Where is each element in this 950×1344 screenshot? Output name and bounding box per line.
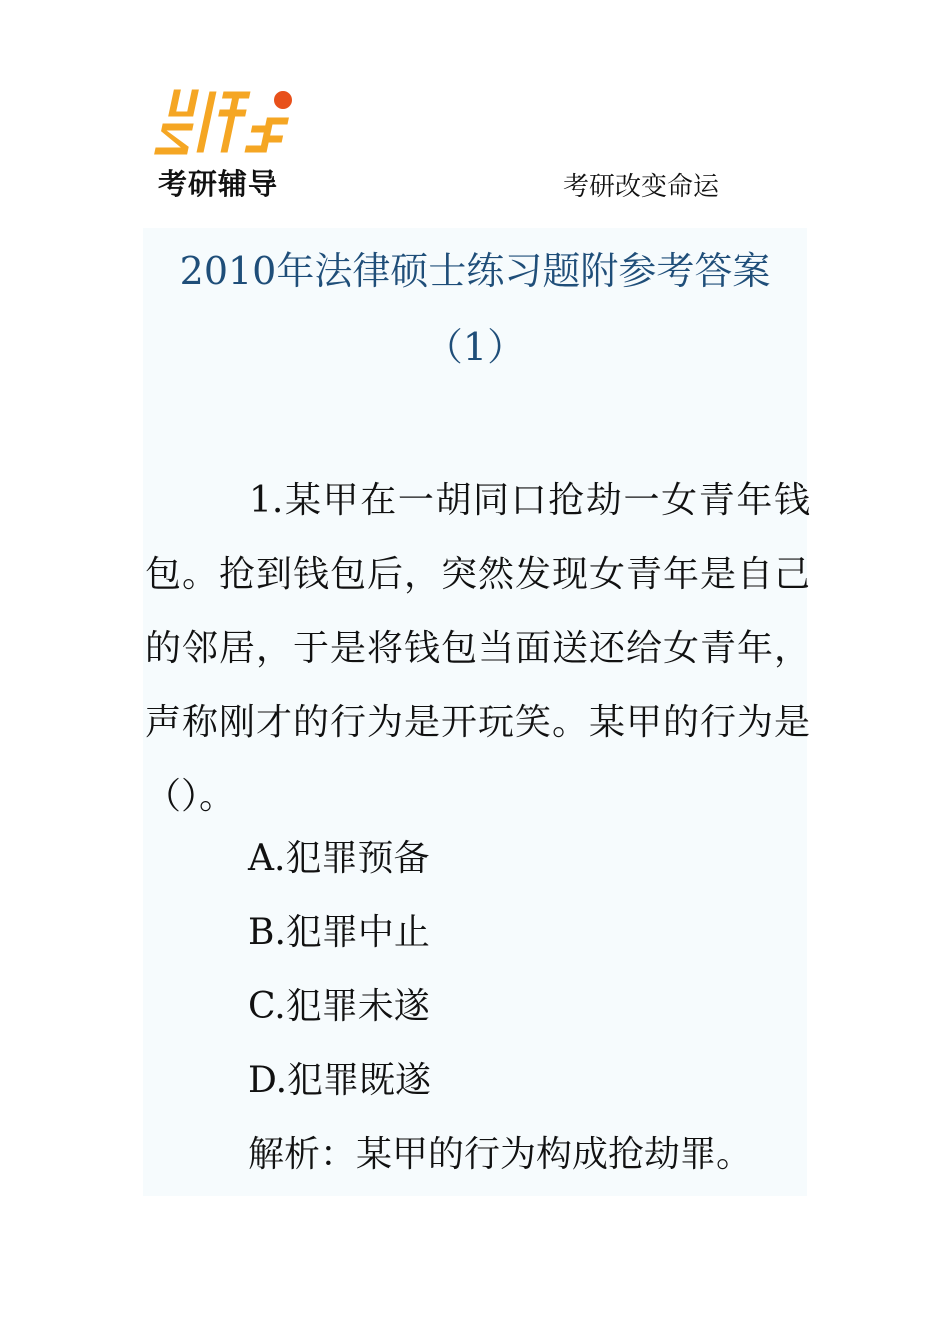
- option-c: C.犯罪未遂: [248, 986, 430, 1027]
- option-d: D.犯罪既遂: [248, 1060, 432, 1101]
- kaicheng-logo: [152, 82, 302, 200]
- title-line-1: 2010年法律硕士练习题附参考答案: [179, 249, 771, 293]
- logo-subtitle: 考研辅导: [158, 167, 279, 201]
- option-b: B.犯罪中止: [248, 912, 430, 953]
- kaicheng-logo-mark-icon: [152, 82, 300, 160]
- question-text: 1.某甲在一胡同口抢劫一女青年钱包。抢到钱包后，突然发现女青年是自己的邻居，于是将钱包当面送还给女青年，声称刚才的行为是开玩笑。某甲的行为是（）。: [145, 480, 810, 817]
- header-slogan: 考研改变命运: [563, 172, 720, 202]
- answer-analysis: 解析：某甲的行为构成抢劫罪。: [248, 1134, 753, 1175]
- title-line-2: （1）: [424, 325, 526, 369]
- option-a: A.犯罪预备: [248, 838, 430, 879]
